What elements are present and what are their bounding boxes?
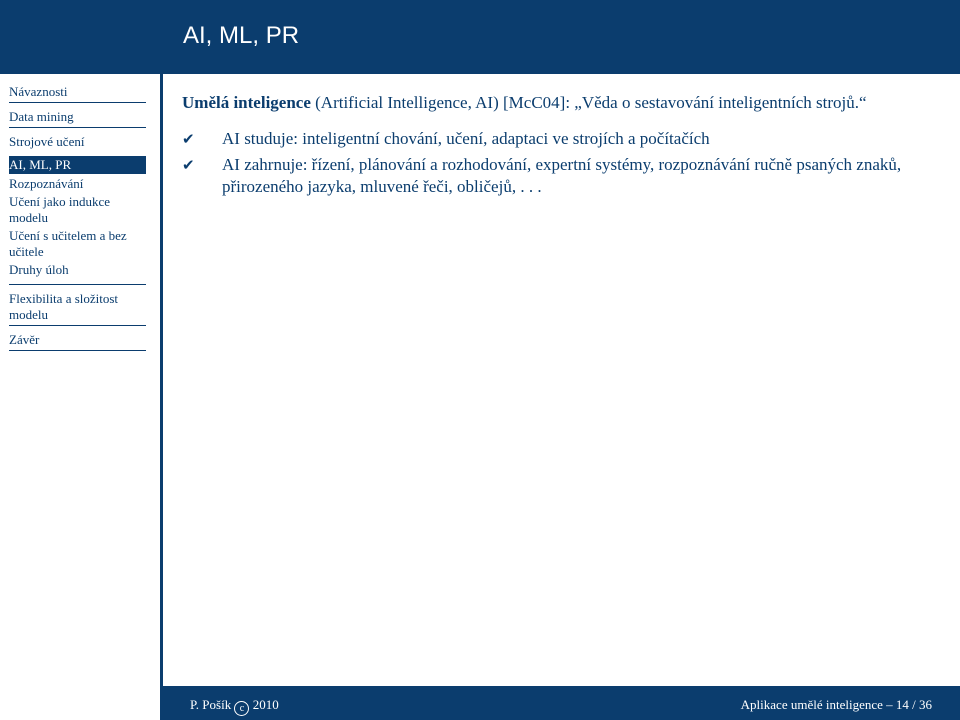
nav-section-data-mining[interactable]: Data mining xyxy=(9,109,146,128)
sidebar-divider xyxy=(160,0,163,720)
sidebar xyxy=(0,0,160,720)
list-item xyxy=(182,154,942,198)
nav-item-druhy-uloh[interactable]: Druhy úloh xyxy=(9,262,69,277)
bullet-text: AI studuje: inteligentní chování, učení, adaptaci ve strojích a počítačích xyxy=(222,129,710,148)
footer-author-info xyxy=(190,697,279,716)
slide-footer xyxy=(163,686,960,720)
bullet-text: AI zahrnuje: řízení, plánování a rozhodování, expertní systémy, rozpoznávání ručně psaných znaků, přirozeného jazyka, mluvené řeči, obličejů, . . . xyxy=(222,155,902,196)
footer-course-page: Aplikace umělé inteligence – 14 / 36 xyxy=(740,697,932,712)
slide-title: AI, ML, PR xyxy=(183,22,300,49)
nav-section-flexibilita[interactable]: Flexibilita a složitost modelu xyxy=(9,291,146,326)
definition-text: (Artificial Intelligence, AI) [McC04]: „Věda o sestavování inteligentních strojů.“ xyxy=(310,93,867,112)
nav-item-rozpoznavani[interactable]: Rozpoznávání xyxy=(9,176,84,191)
sidebar-header-band xyxy=(0,0,160,74)
footer-author: P. Pošík xyxy=(190,697,232,712)
bullet-list xyxy=(182,128,942,198)
check-icon: ✔ xyxy=(182,130,195,148)
nav-section-strojove-uceni[interactable]: Strojové učení xyxy=(9,134,85,149)
copyright-icon: c xyxy=(234,701,249,716)
definition-term: Umělá inteligence xyxy=(182,93,311,112)
nav-item-uceni-jako-indukce[interactable]: Učení jako indukce modelu xyxy=(9,194,111,225)
slide-header xyxy=(163,0,960,74)
sidebar-nav xyxy=(9,84,146,357)
slide-content xyxy=(182,92,942,202)
nav-item-uceni-s-ucitelem[interactable]: Učení s učitelem a bez učitele xyxy=(9,228,127,259)
nav-group-strojove-uceni xyxy=(9,134,146,285)
nav-section-navaznosti[interactable]: Návaznosti xyxy=(9,84,146,103)
list-item xyxy=(182,128,942,150)
footer-year: 2010 xyxy=(252,697,279,712)
nav-section-zaver[interactable]: Závěr xyxy=(9,332,146,351)
check-icon: ✔ xyxy=(182,156,195,174)
nav-item-ai-ml-pr[interactable]: AI, ML, PR xyxy=(9,156,146,174)
definition xyxy=(182,92,942,114)
